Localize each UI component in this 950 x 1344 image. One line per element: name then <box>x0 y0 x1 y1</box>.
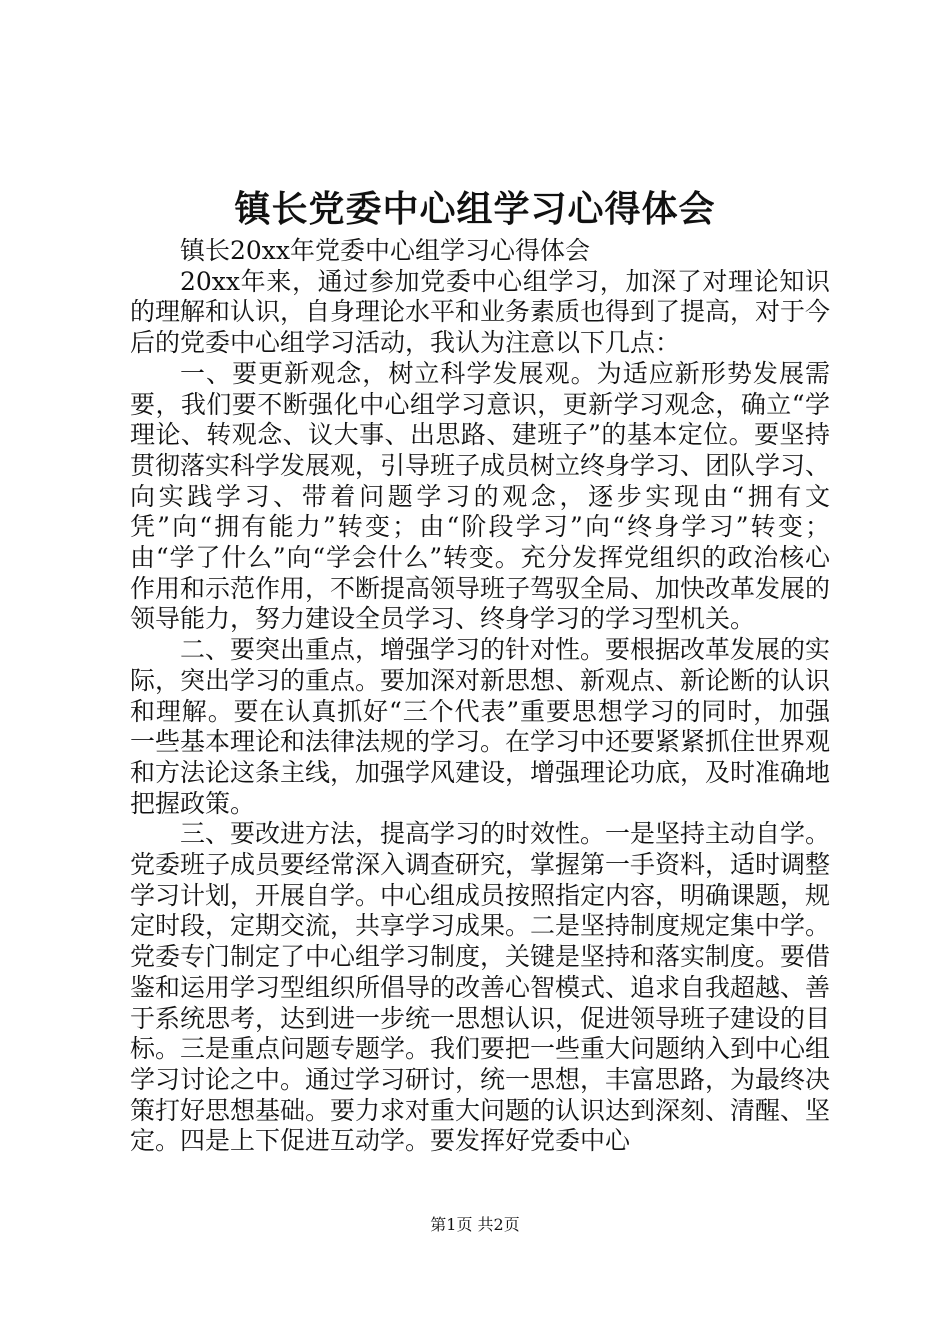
point-two-paragraph: 二、要突出重点，增强学习的针对性。要根据改革发展的实际，突出学习的重点。要加深对新思想、新观点、新论断的认识和理解。要在认真抓好“三个代表”重要思想学习的同时，加强一些基本理论和法律法规的学习。在学习中还要紧紧抓住世界观和方法论这条主线，加强学风建设，增强理论功底，及时准确地把握政策。 <box>130 635 831 818</box>
point-one-paragraph: 一、要更新观念，树立科学发展观。为适应新形势发展需要，我们要不断强化中心组学习意识，更新学习观念，确立“学理论、转观念、议大事、出思路、建班子”的基本定位。要坚持贯彻落实科学发展观，引导班子成员树立终身学习、团队学习、向实践学习、带着问题学习的观念，逐步实现由“拥有文凭”向“拥有能力”转变；由“阶段学习”向“终身学习”转变；由“学了什么”向“学会什么”转变。充分发挥党组织的政治核心作用和示范作用，不断提高领导班子驾驭全局、加快改革发展的领导能力，努力建设全员学习、终身学习的学习型机关。 <box>130 358 831 634</box>
document-title: 镇长党委中心组学习心得体会 <box>234 188 716 230</box>
document-body <box>130 236 830 1157</box>
page-number-footer: 第1页 共2页 <box>430 1215 520 1234</box>
subtitle-paragraph: 镇长20xx年党委中心组学习心得体会 <box>180 236 591 265</box>
intro-paragraph: 20xx年来，通过参加党委中心组学习，加深了对理论知识的理解和认识，自身理论水平和业务素质也得到了提高，对于今后的党委中心组学习活动，我认为注意以下几点： <box>130 266 831 358</box>
point-three-paragraph: 三、要改进方法，提高学习的时效性。一是坚持主动自学。党委班子成员要经常深入调查研究，掌握第一手资料，适时调整学习计划，开展自学。中心组成员按照指定内容，明确课题，规定时段，定期交流，共享学习成果。二是坚持制度规定集中学。党委专门制定了中心组学习制度，关键是坚持和落实制度。要借鉴和运用学习型组织所倡导的改善心智模式、追求自我超越、善于系统思考，达到进一步统一思想认识，促进领导班子建设的目标。三是重点问题专题学。我们要把一些重大问题纳入到中心组学习讨论之中。通过学习研讨，统一思想，丰富思路，为最终决策打好思想基础。要力求对重大问题的认识达到深刻、清醒、坚定。四是上下促进互动学。要发挥好党委中心 <box>130 819 831 1156</box>
